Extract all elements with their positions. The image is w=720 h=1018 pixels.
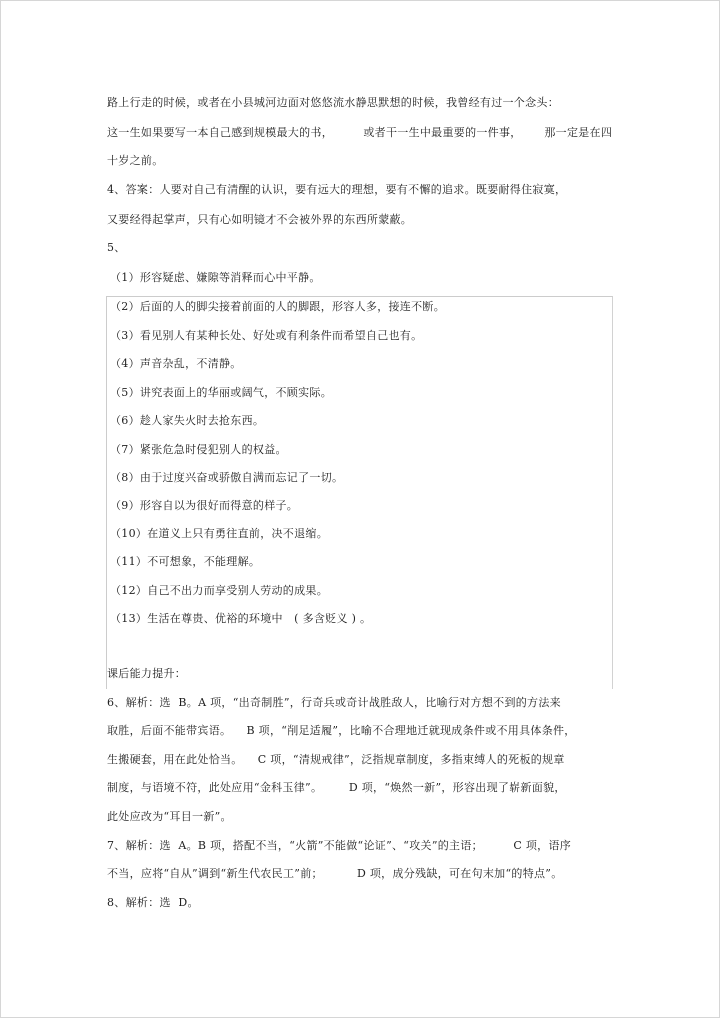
analysis-line: 不当，应将“自从”调到“新生代农民工”前； D 项，成分残缺，可在句末加“的特点”。 [107, 867, 563, 880]
answer-item: （1）形容疑虑、嫌隙等消释而心中平静。 [110, 271, 321, 284]
answer-item: （6）趁人家失火时去抢东西。 [110, 414, 265, 427]
answer-box [106, 296, 613, 689]
analysis-line: 8、解析：选 D。 [107, 896, 199, 909]
answer-item: （8）由于过度兴奋或骄傲自满而忘记了一切。 [110, 471, 344, 484]
analysis-line: 取胜，后面不能带宾语。 B 项，“削足适履”，比喻不合理地迁就现成条件或不用具体条件， [107, 724, 576, 737]
answer-item: （13）生活在尊贵、优裕的环境中 ( 多含贬义 ) 。 [110, 612, 372, 625]
answer-4-line: 又要经得起掌声，只有心如明镜才不会被外界的东西所蒙蔽。 [107, 213, 413, 226]
answer-item: （11）不可想象，不能理解。 [110, 555, 261, 568]
analysis-line: 此处应改为“耳目一新”。 [107, 810, 232, 823]
answer-item: （7）紧张危急时侵犯别人的权益。 [110, 443, 287, 456]
analysis-line: 7、解析：选 A。B 项，搭配不当，“火箭”不能做“论证”、“攻关”的主语； C 项，语序 [107, 839, 572, 852]
answer-item: （12）自己不出力而享受别人劳动的成果。 [110, 584, 328, 597]
analysis-line: 6、解析：选 B。A 项，“出奇制胜”，行奇兵或奇计战胜敌人，比喻行对方想不到的方法来 [107, 696, 561, 709]
answer-item: （10）在道义上只有勇往直前，决不退缩。 [110, 527, 328, 540]
text-line: 十岁之前。 [107, 154, 164, 167]
text-line: 这一生如果要写一本自己感到规模最大的书， 或者干一生中最重要的一件事， 那一定是在四 [107, 126, 613, 139]
answer-5-heading: 5、 [107, 241, 126, 254]
section-heading: 课后能力提升： [107, 667, 187, 680]
answer-4-line: 4、答案：人要对自己有清醒的认识，要有远大的理想，要有不懈的追求。既要耐得住寂寞， [107, 183, 567, 196]
answer-item: （9）形容自以为很好而得意的样子。 [110, 499, 299, 512]
answer-item: （2）后面的人的脚尖接着前面的人的脚跟，形容人多，接连不断。 [110, 300, 445, 313]
answer-item: （4）声音杂乱，不清静。 [110, 357, 242, 370]
answer-item: （3）看见别人有某种长处、好处或有利条件而希望自己也有。 [110, 329, 423, 342]
analysis-line: 生搬硬套，用在此处恰当。 C 项，“清规戒律”，泛指规章制度，多指束缚人的死板的规章 [107, 753, 565, 766]
answer-item: （5）讲究表面上的华丽或阔气，不顾实际。 [110, 386, 332, 399]
text-line: 路上行走的时候，或者在小县城河边面对悠悠流水静思默想的时候，我曾经有过一个念头： [107, 96, 559, 109]
analysis-line: 制度，与语境不符，此处应用“金科玉律”。 D 项，“焕然一新”，形容出现了崭新面貌， [107, 781, 566, 794]
